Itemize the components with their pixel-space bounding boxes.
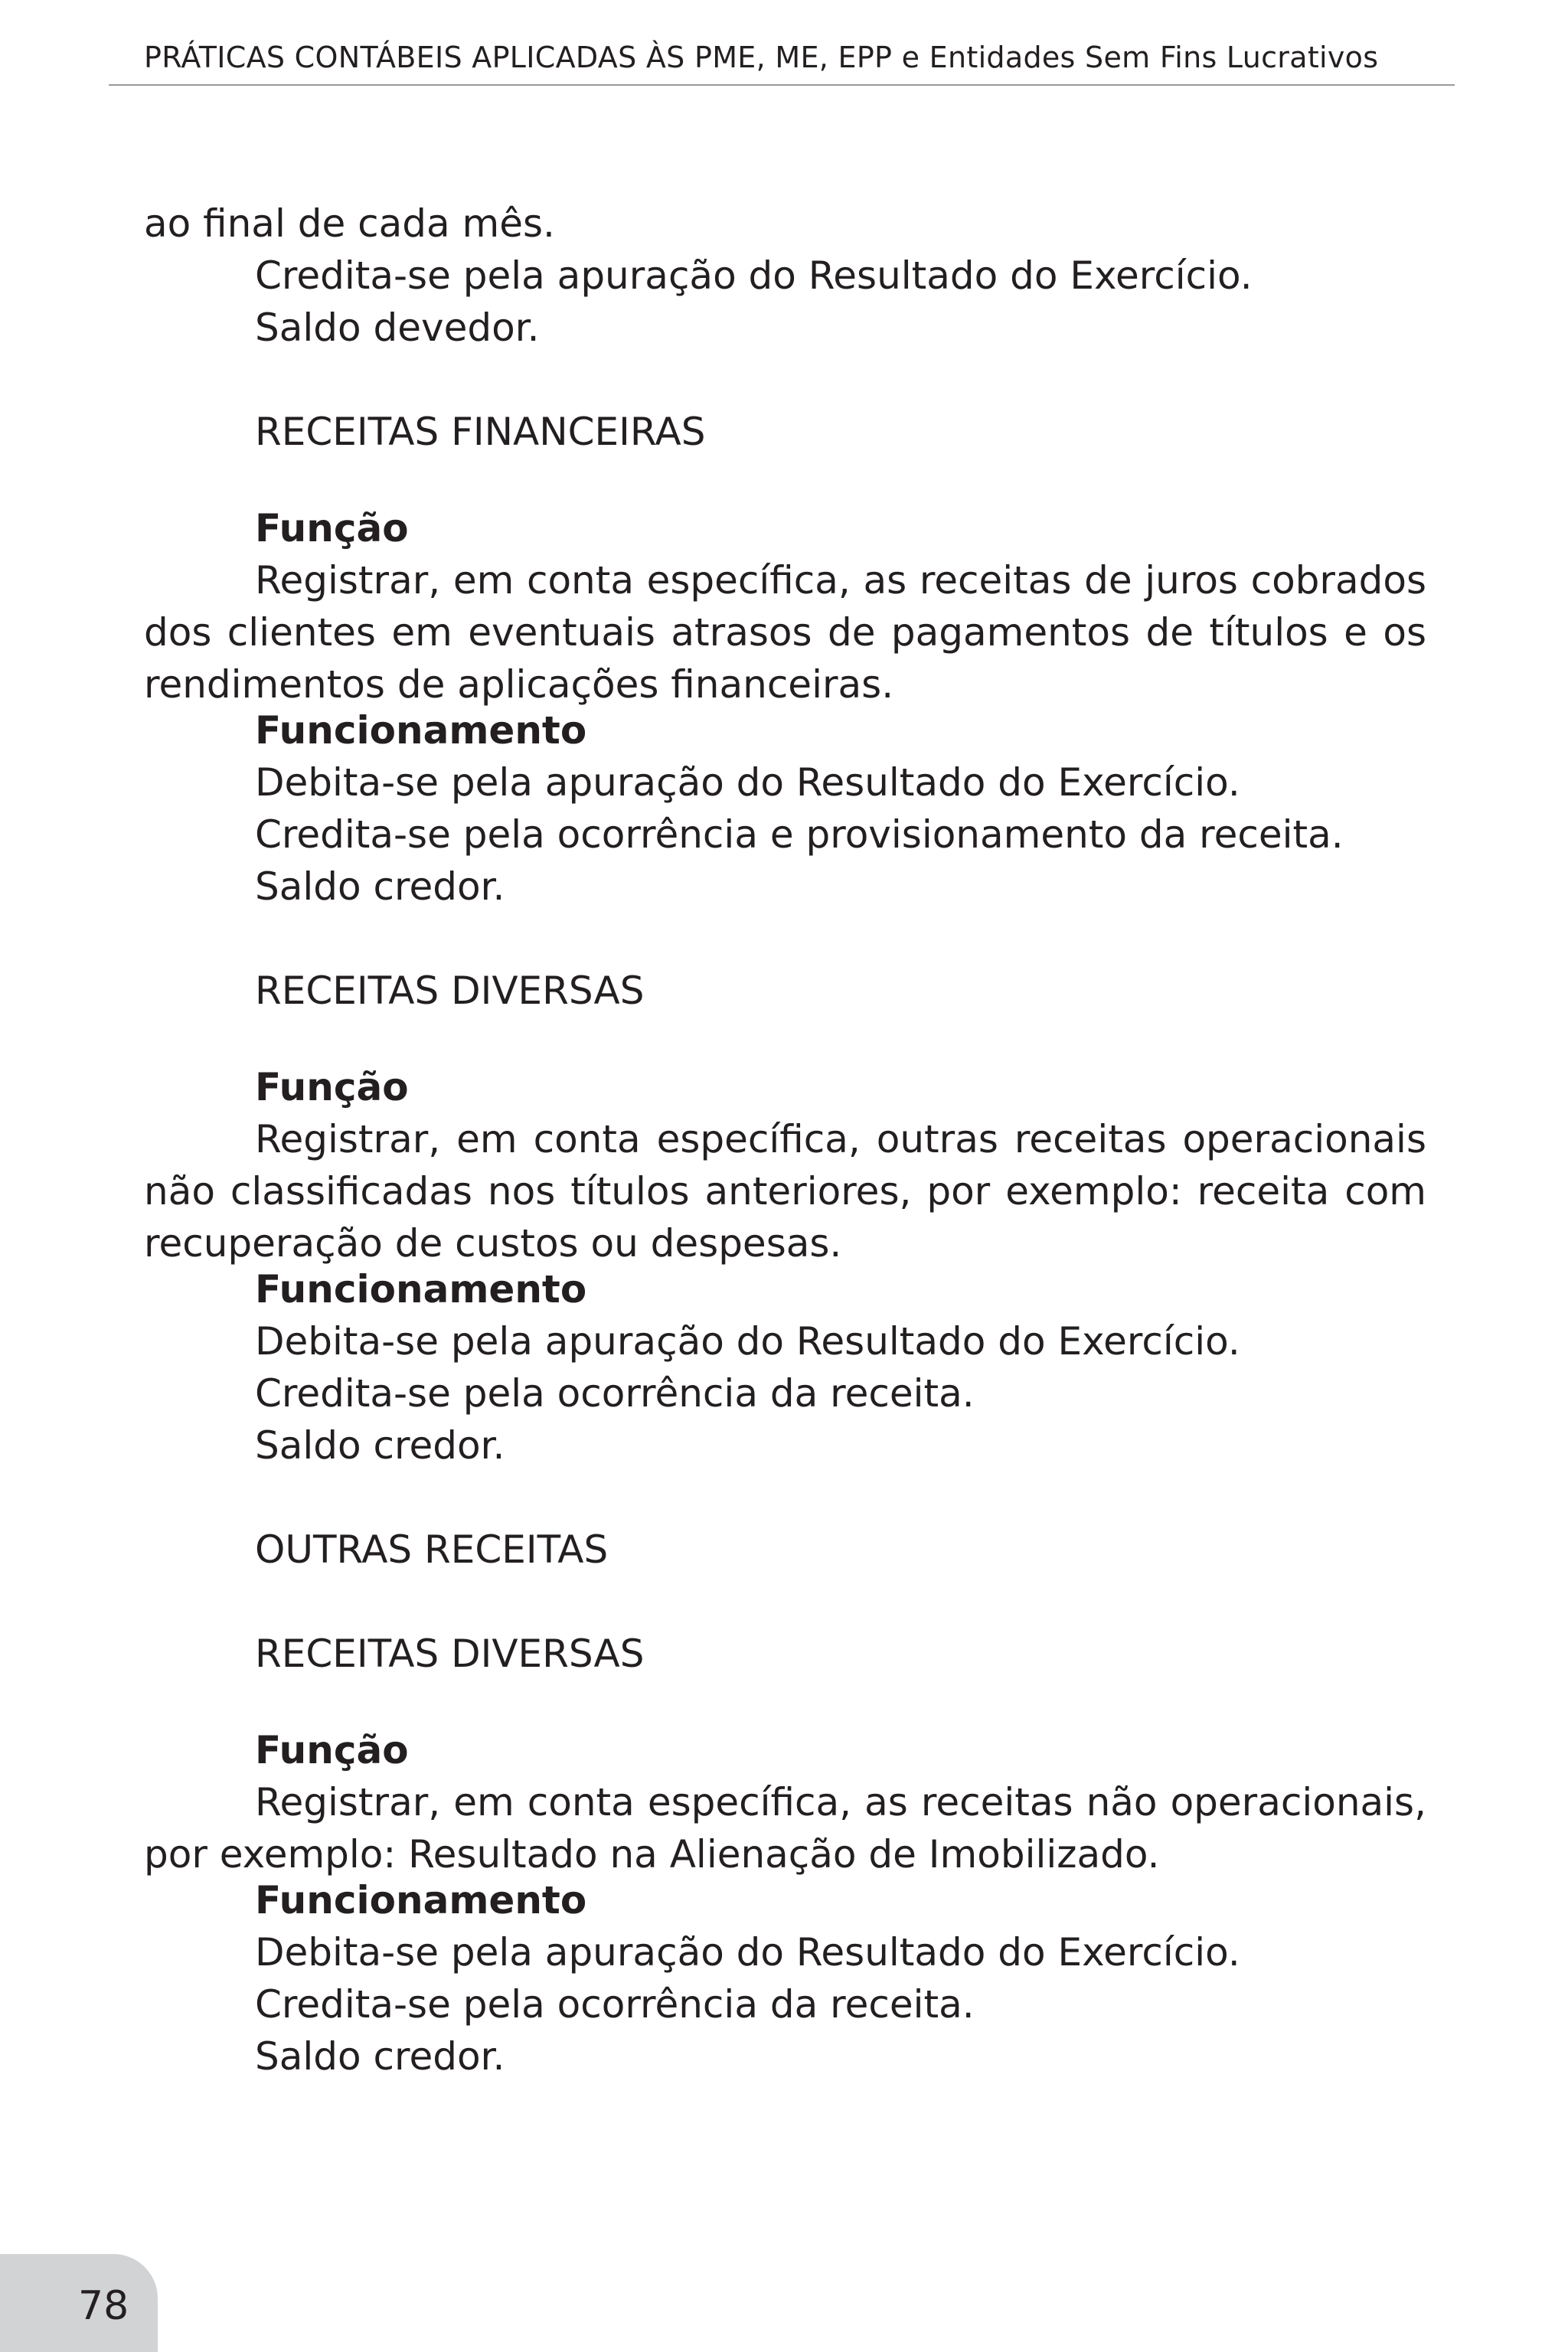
running-header: PRÁTICAS CONTÁBEIS APLICADAS ÀS PME, ME, EPP e Entidades Sem Fins Lucrativos [144, 41, 1379, 74]
funcionamento-heading: Funcionamento [255, 1267, 587, 1312]
funcao-heading: Função [255, 1065, 409, 1109]
continuation-line: ao final de cada mês. [144, 201, 555, 246]
page-body [144, 198, 1426, 2082]
intro-credit-line: Credita-se pela apuração do Resultado do Exercício. [255, 253, 1253, 298]
section-receitas-diversas [144, 965, 1426, 1472]
credit-line: Credita-se pela ocorrência e provisionamento da receita. [255, 812, 1344, 857]
balance-line: Saldo credor. [255, 864, 505, 909]
header-rule [109, 84, 1455, 86]
section-title: OUTRAS RECEITAS [255, 1527, 609, 1572]
section-outras-receitas-diversas [144, 1628, 1426, 2082]
debit-line: Debita-se pela apuração do Resultado do Exercício. [255, 760, 1240, 805]
funcionamento-heading: Funcionamento [255, 1878, 587, 1922]
credit-line: Credita-se pela ocorrência da receita. [255, 1371, 975, 1416]
section-outras-receitas [144, 1524, 1426, 1576]
debit-line: Debita-se pela apuração do Resultado do Exercício. [255, 1930, 1240, 1975]
funcionamento-heading: Funcionamento [255, 708, 587, 753]
credit-line: Credita-se pela ocorrência da receita. [255, 1982, 975, 2027]
section-receitas-financeiras [144, 406, 1426, 913]
funcao-paragraph: Registrar, em conta específica, as receitas de juros cobrados dos clientes em eventuais atrasos de pagamentos de títulos e os rendimentos de aplicações financeiras. [144, 558, 1426, 707]
intro-balance-line: Saldo devedor. [255, 305, 540, 350]
section-title: RECEITAS DIVERSAS [255, 969, 645, 1013]
page-number: 78 [78, 2283, 129, 2329]
funcao-paragraph: Registrar, em conta específica, as receitas não operacionais, por exemplo: Resultado na Alienação de Imobilizado. [144, 1780, 1426, 1877]
funcao-paragraph: Registrar, em conta específica, outras receitas operacionais não classificadas nos títulos anteriores, por exemplo: receita com recuperação de custos ou despesas. [144, 1117, 1426, 1266]
balance-line: Saldo credor. [255, 2034, 505, 2079]
debit-line: Debita-se pela apuração do Resultado do Exercício. [255, 1319, 1240, 1364]
balance-line: Saldo credor. [255, 1423, 505, 1468]
section-title: RECEITAS FINANCEIRAS [255, 410, 706, 454]
section-title: RECEITAS DIVERSAS [255, 1632, 645, 1676]
funcao-heading: Função [255, 506, 409, 550]
funcao-heading: Função [255, 1728, 409, 1772]
